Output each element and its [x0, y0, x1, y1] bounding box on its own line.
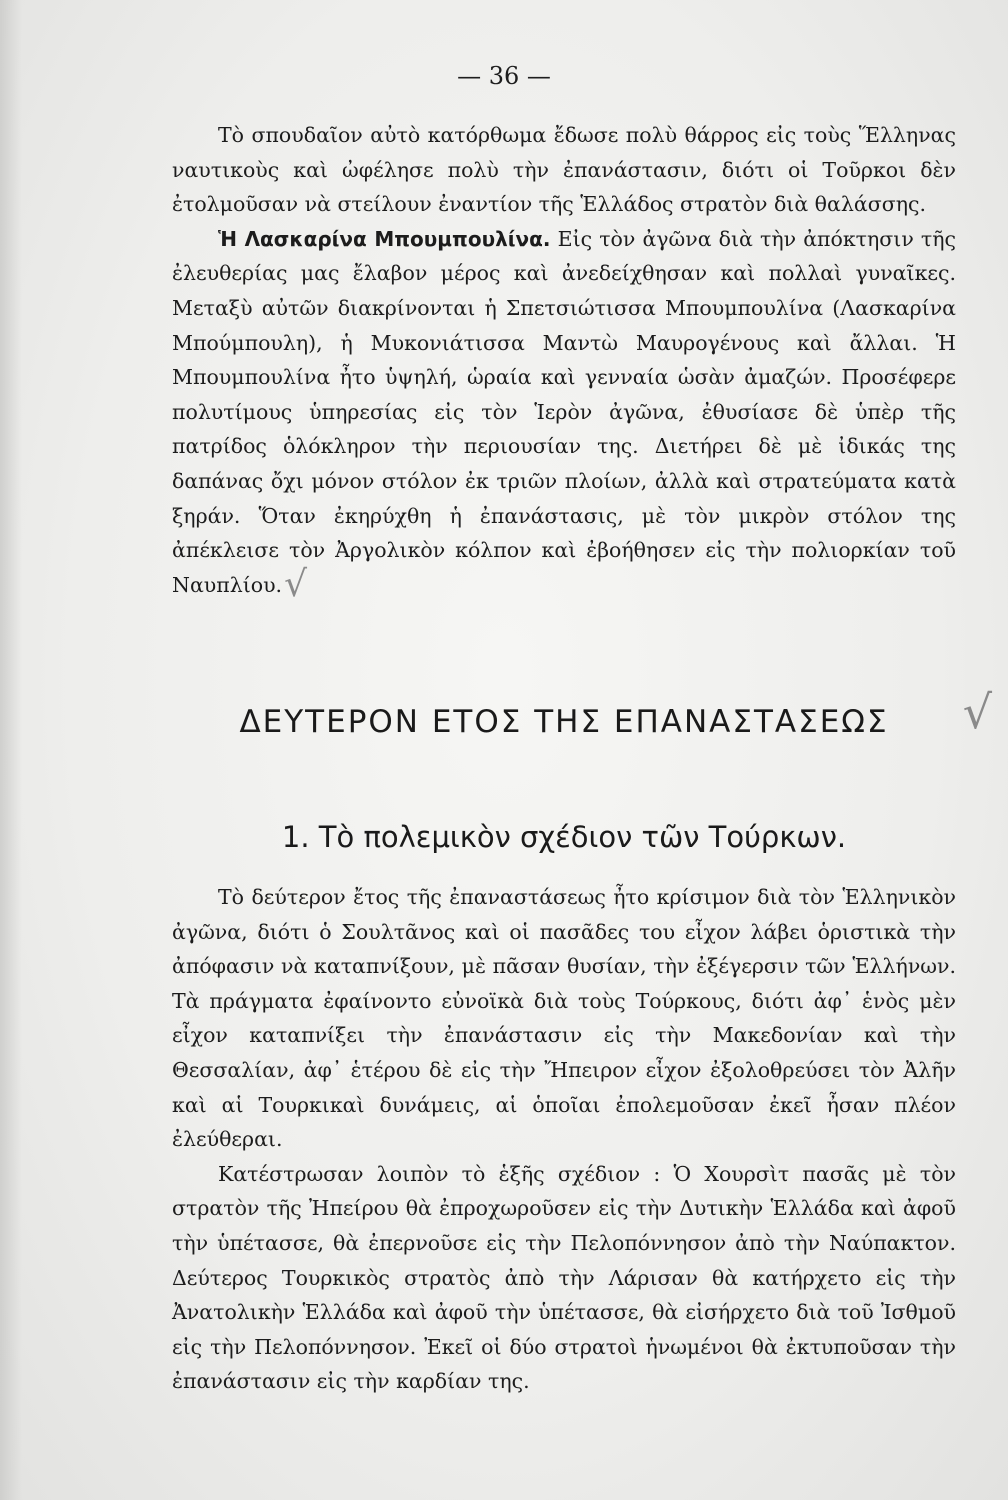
paragraph-bouboulina-body: Εἰς τὸν ἀγῶνα διὰ τὴν ἀπόκτησιν τῆς ἐλευθερίας μας ἔλαβον μέρος καὶ ἀνεδείχθησαν καὶ πολλαὶ γυναῖκες. Μεταξὺ αὐτῶν διακρίνονται ἡ Σπετσιώτισσα Μπουμπουλίνα (Λασκαρίνα Μπούμπουλη), ἡ Μυκονιάτισσα Μαντὼ Μαυρογένους καὶ ἄλλαι. Ἡ Μπουμπουλίνα ἦτο ὑψηλή, ὡραία καὶ γενναία ὡσὰν ἀμαζών. Προσέφερε πολυτίμους ὑπηρεσίας εἰς τὸν Ἱερὸν ἀγῶνα, ἐθυσίασε δὲ ὑπὲρ τῆς πατρίδος ὁλόκληρον τὴν περιουσίαν της. Διετήρει δὲ μὲ ἰδικάς της δαπάνας ὄχι μόνον στόλον ἐκ τριῶν πλοίων, ἀλλὰ καὶ στρατεύματα κατὰ ξηράν. Ὅταν ἐκηρύχθη ἡ ἐπανάστασις, μὲ τὸν μικρὸν στόλον της ἀπέκλεισε τὸν Ἀργολικὸν κόλπον καὶ ἐβοήθησεν εἰς τὴν πολιορκίαν τοῦ Ναυπλίου.	[172, 226, 956, 597]
paragraph-heading-bouboulina: Ἡ Λασκαρίνα Μπουμπουλίνα.	[218, 226, 551, 251]
page-edge-shadow	[0, 0, 22, 1500]
paragraph-turkish-plan: Κατέστρωσαν λοιπὸν τὸ ἑξῆς σχέδιον : Ὁ Χουρσὶτ πασᾶς μὲ τὸν στρατὸν τῆς Ἠπείρου θὰ ἐπροχωροῦσεν εἰς τὴν Δυτικὴν Ἑλλάδα καὶ ἀφοῦ τὴν ὑπέτασσε, θὰ ἐπερνοῦσε εἰς τὴν Πελοπόννησον ἀπὸ τὴν Ναύπακτον. Δεύτερος Τουρκικὸς στρατὸς ἀπὸ τὴν Λάρισαν θὰ κατήρχετο εἰς τὴν Ἀνατολικὴν Ἑλλάδα καὶ ἀφοῦ τὴν ὑπέτασσε, θὰ εἰσήρχετο διὰ τοῦ Ἰσθμοῦ εἰς τὴν Πελοπόννησον. Ἐκεῖ οἱ δύο στρατοὶ ἡνωμένοι θὰ ἐκτυποῦσαν τὴν ἐπανάστασιν εἰς τὴν καρδίαν της.	[172, 1161, 956, 1394]
paragraph-bouboulina	[172, 222, 956, 603]
paragraph-second-year: Τὸ δεύτερον ἔτος τῆς ἐπαναστάσεως ἦτο κρίσιμον διὰ τὸν Ἑλληνικὸν ἀγῶνα, διότι ὁ Σουλτᾶνος καὶ οἱ πασᾶδες του εἶχον λάβει ὁριστικὰ τὴν ἀπόφασιν νὰ καταπνίξουν, μὲ πᾶσαν θυσίαν, τὴν ἐξέγερσιν τῶν Ἑλλήνων. Τὰ πράγματα ἐφαίνοντο εὐνοϊκὰ διὰ τοὺς Τούρκους, διότι ἀφ᾿ ἑνὸς μὲν εἶχον καταπνίξει τὴν ἐπανάστασιν εἰς τὴν Μακεδονίαν καὶ τὴν Θεσσαλίαν, ἀφ᾿ ἑτέρου δὲ εἰς τὴν Ἤπειρον εἶχον ἐξολοθρεύσει τὸν Ἀλῆν καὶ αἱ Τουρκικαὶ δυνάμεις, αἱ ὁποῖαι ἐπολεμοῦσαν ἐκεῖ ἦσαν πλέον ἐλεύθεραι.	[172, 885, 956, 1152]
handwritten-check-mark: √	[284, 563, 308, 605]
subsection-title: 1. Τὸ πολεμικὸν σχέδιον τῶν Τούρκων.	[281, 820, 847, 854]
paragraph-naval-success: Τὸ σπουδαῖον αὐτὸ κατόρθωμα ἔδωσε πολὺ θάρρος εἰς τοὺς Ἕλληνας ναυτικοὺς καὶ ὠφέλησε πολὺ τὴν ἐπανάστασιν, διότι οἱ Τοῦρκοι δὲν ἐτολμοῦσαν νὰ στείλουν ἐναντίον τῆς Ἑλλάδος στρατὸν διὰ θαλάσσης.	[172, 123, 956, 217]
text-block-bottom	[172, 880, 956, 1399]
section-title-text: ΔΕΥΤΕΡΟΝ ΕΤΟΣ ΤΗΣ ΕΠΑΝΑΣΤΑΣΕΩΣ	[239, 704, 889, 740]
page-number: — 36 —	[457, 62, 551, 90]
section-title: ΔΕΥΤΕΡΟΝ ΕΤΟΣ ΤΗΣ ΕΠΑΝΑΣΤΑΣΕΩΣ √	[239, 685, 994, 740]
text-block-top	[172, 118, 956, 605]
